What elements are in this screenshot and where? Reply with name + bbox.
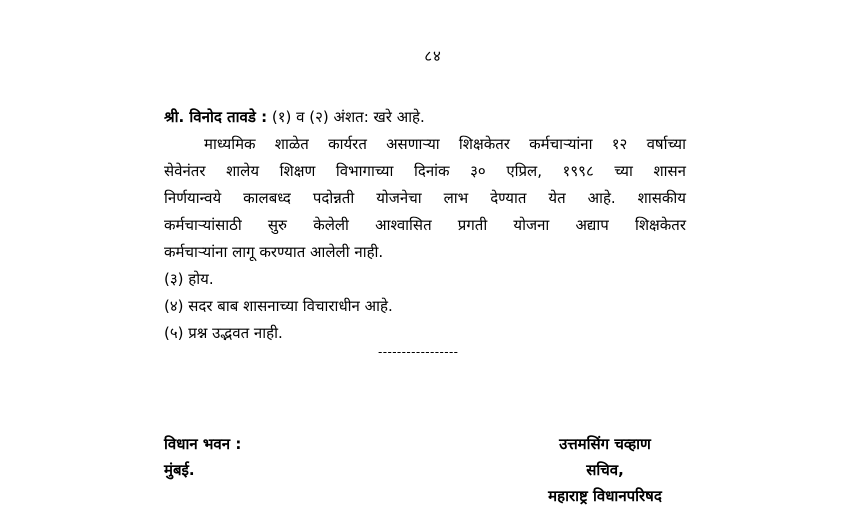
answer-opening: (१) व (२) अंशत: खरे आहे.	[267, 108, 425, 126]
paragraph-line: कर्मचाऱ्यांना लागू करण्यात आलेली नाही.	[164, 243, 384, 261]
paragraph-line: कर्मचाऱ्यांसाठी सुरु केलेली आश्वासित प्रगती योजना अद्याप शिक्षकेतर	[164, 216, 686, 234]
answer-item-3: (३) होय.	[164, 270, 214, 288]
signatory-office: महाराष्ट्र विधानपरिषद	[548, 487, 662, 505]
answer-item-4: (४) सदर बाब शासनाच्या विचाराधीन आहे.	[164, 297, 393, 315]
paragraph-line: माध्यमिक शाळेत कार्यरत असणाऱ्या शिक्षकेतर कर्मचाऱ्यांना १२ वर्षाच्या	[204, 135, 686, 153]
section-separator: -----------------	[378, 345, 459, 359]
answer-item-5: (५) प्रश्न उद्भवत नाही.	[164, 324, 283, 342]
paragraph-line: निर्णयान्वये कालबध्द पदोन्नती योजनेचा लाभ देण्यात येत आहे. शासकीय	[164, 189, 686, 207]
page-number: ८४	[424, 47, 442, 65]
answer-section	[164, 104, 686, 347]
signatory-title: सचिव,	[586, 461, 624, 479]
paragraph-line: सेवेनंतर शालेय शिक्षण विभागाच्या दिनांक ३० एप्रिल, १९९८ च्या शासन	[164, 162, 686, 180]
signature-block	[525, 431, 685, 509]
answer-heading-line	[164, 104, 686, 131]
place-block	[164, 431, 241, 483]
speaker-name: श्री. विनोद तावडे :	[164, 108, 268, 126]
place-line: विधान भवन :	[164, 435, 242, 453]
signatory-name: उत्तमसिंग चव्हाण	[559, 435, 651, 453]
place-city: मुंबई.	[164, 461, 195, 479]
